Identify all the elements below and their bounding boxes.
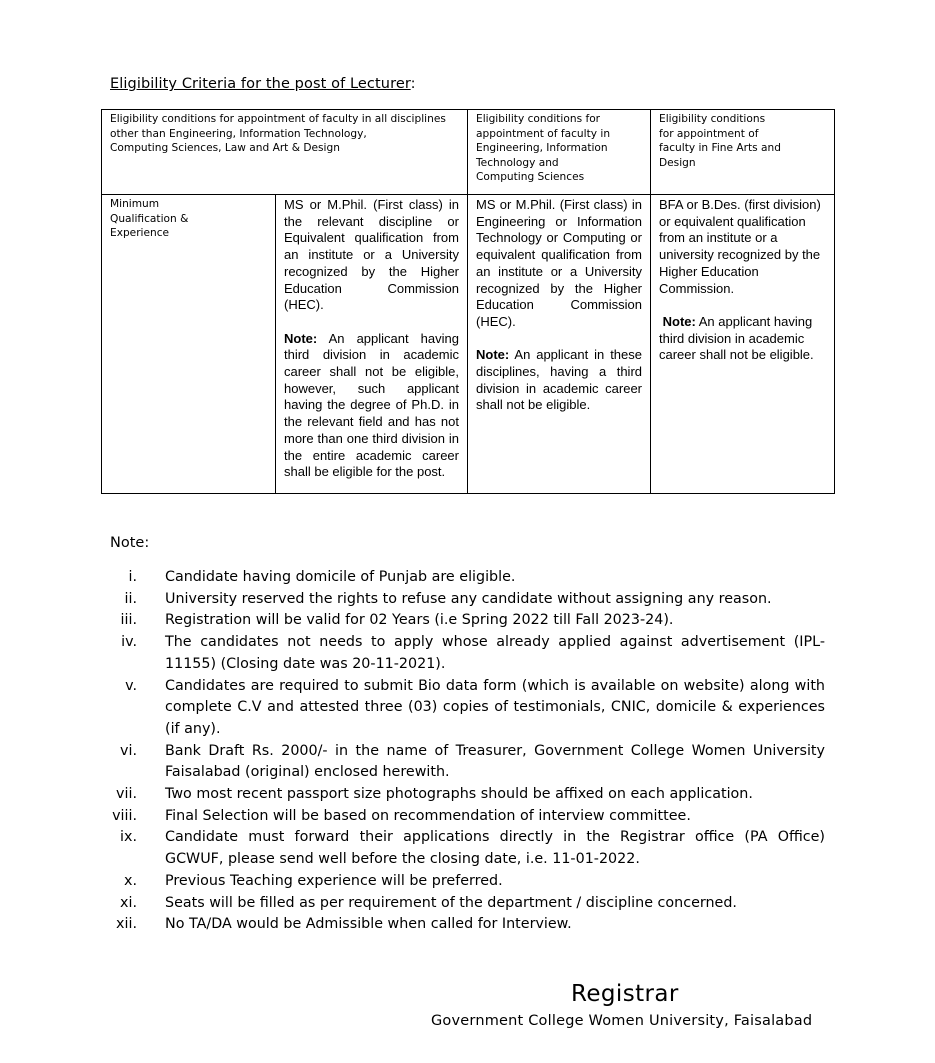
note-label: Note:: [662, 313, 696, 329]
item-text: Bank Draft Rs. 2000/- in the name of Treasurer, Government College Women University Faisalabad (original) enclosed herewith.: [165, 742, 825, 781]
cell-main-text: MS or M.Phil. (First class) in the relevant discipline or Equivalent qualification from an institute or a University recognized by the Higher Education Commission (HEC).: [284, 197, 459, 313]
notes-list: [0, 567, 825, 936]
item-text: Registration will be valid for 02 Years (i.e Spring 2022 till Fall 2023-24).: [165, 612, 674, 629]
item-text: No TA/DA would be Admissible when called for Interview.: [165, 916, 572, 933]
item-number: iii.: [120, 612, 137, 629]
item-text: Seats will be filled as per requirement of the department / discipline concerned.: [165, 894, 737, 911]
list-item: [0, 567, 825, 589]
list-item: [0, 676, 825, 741]
item-text: Candidate having domicile of Punjab are eligible.: [165, 569, 516, 585]
cell-main-text: BFA or B.Des. (first division) or equivalent qualification from an institute or a university recognized by the Higher Education Commission.: [659, 197, 821, 296]
item-number: i.: [128, 569, 137, 585]
item-text: Candidate must forward their applications directly in the Registrar office (PA Office) GCWUF, please send well before the closing date, i.e. 11-01-2022.: [165, 829, 825, 868]
list-item: [0, 914, 825, 936]
item-number: ii.: [124, 590, 137, 607]
note-label: Note:: [284, 330, 318, 346]
item-number: xi.: [120, 894, 137, 911]
signatory-organization: Government College Women University, Faisalabad: [431, 1013, 813, 1029]
item-number: x.: [123, 872, 137, 889]
heading-suffix: :: [410, 76, 416, 92]
item-text: Previous Teaching experience will be preferred.: [165, 872, 503, 889]
list-item: [0, 632, 825, 675]
item-number: iv.: [121, 634, 137, 651]
item-text: Candidates are required to submit Bio data form (which is available on website) along with complete C.V and attested three (03) copies of testimonials, CNIC, domicile & experiences (if any).: [165, 677, 825, 737]
cell-note: [284, 331, 459, 481]
cell-note: [659, 314, 826, 364]
header-general-disciplines: Eligibility conditions for appointment of faculty in all disciplines other than Engineering, Information Technology, Computing Sciences, Law and Art & Design: [102, 110, 468, 195]
item-text: Two most recent passport size photographs should be affixed on each application.: [165, 786, 753, 803]
cell-note: [476, 347, 642, 414]
item-text: University reserved the rights to refuse any candidate without assigning any reason.: [165, 590, 772, 607]
list-item: [0, 589, 825, 611]
item-number: ix.: [120, 829, 137, 846]
item-number: vi.: [120, 742, 137, 759]
list-item: [0, 806, 825, 828]
table-header-row: [102, 110, 835, 195]
note-text: An applicant having third division in academic career shall not be eligible, however, such applicant having the degree of Ph.D. in the relevant field and has not more than one third division in the entire academic career shall be eligible for the post.: [284, 330, 459, 480]
notes-heading: Note:: [110, 535, 150, 551]
item-number: xii.: [116, 916, 137, 933]
item-text: The candidates not needs to apply whose already applied against advertisement (IPL-11155) (Closing date was 20-11-2021).: [165, 634, 825, 672]
table-row: [102, 195, 835, 494]
header-fine-arts: Eligibility conditions for appointment of faculty in Fine Arts and Design: [651, 110, 835, 195]
note-text: An applicant in these disciplines, having a third division in academic career shall not be eligible.: [476, 347, 642, 413]
cell-general-requirements: [276, 195, 468, 494]
signatory-title: Registrar: [571, 981, 679, 1007]
item-number: v.: [125, 677, 137, 694]
item-text: Final Selection will be based on recommendation of interview committee.: [165, 807, 691, 824]
list-item: [0, 610, 825, 632]
cell-main-text: MS or M.Phil. (First class) in Engineering or Information Technology or Computing or equivalent qualification from an institute or a University recognized by the Higher Education Commission (HEC).: [476, 197, 642, 329]
list-item: [0, 871, 825, 893]
item-number: viii.: [112, 807, 137, 824]
list-item: [0, 893, 825, 915]
row-label-min-qualification: Minimum Qualification & Experience: [102, 195, 276, 494]
list-item: [0, 784, 825, 806]
page-heading: [110, 76, 416, 92]
eligibility-table: [101, 109, 835, 494]
header-engineering-it: Eligibility conditions for appointment of faculty in Engineering, Information Technology and Computing Sciences: [468, 110, 651, 195]
cell-engineering-requirements: [468, 195, 651, 494]
note-text: An applicant having third division in academic career shall not be eligible.: [659, 313, 814, 363]
item-number: vii.: [116, 786, 137, 803]
heading-text: Eligibility Criteria for the post of Lecturer: [110, 76, 411, 92]
list-item: [0, 827, 825, 870]
note-label: Note:: [476, 347, 510, 363]
list-item: [0, 741, 825, 784]
cell-fine-arts-requirements: [651, 195, 835, 494]
